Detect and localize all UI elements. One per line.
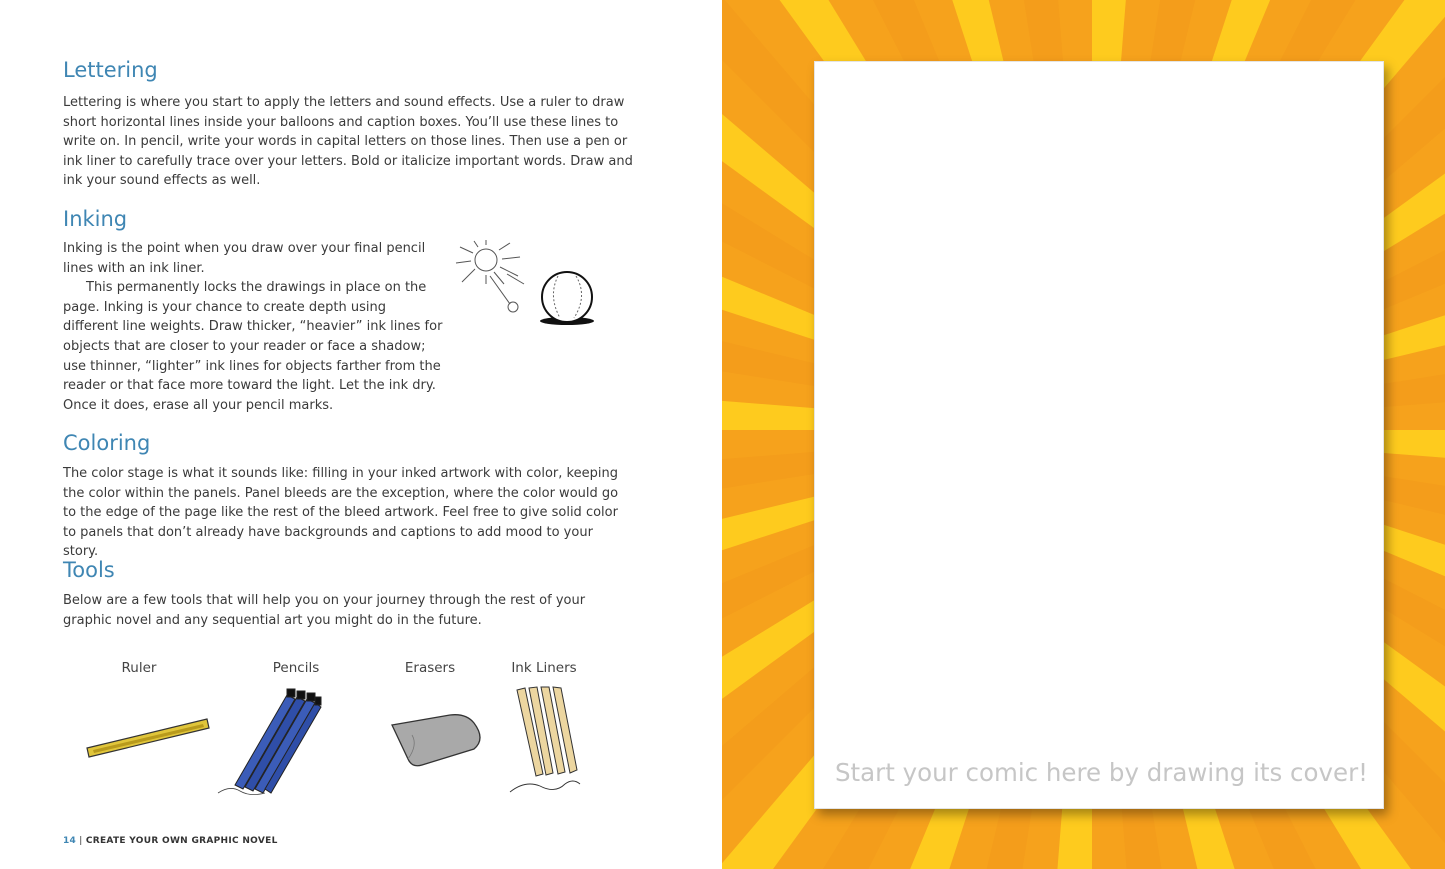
heading-coloring: Coloring: [63, 431, 151, 455]
heading-lettering: Lettering: [63, 58, 158, 82]
tool-label-ruler: Ruler: [121, 660, 157, 676]
ruler-icon: [85, 715, 210, 760]
sun-icon: [456, 240, 524, 312]
ink-liners-icon: [505, 684, 600, 799]
sun-and-ball-illustration: [452, 238, 602, 333]
lettering-text: Lettering is where you start to apply the letters and sound effects. Use a ruler to draw short horizontal lines inside your balloons and caption boxes. You’ll use these lines to write on. In pencil, write your words in capital letters on those lines. Then use a pen or ink liner to carefully trace over your letters. Bold or italicize important words. Draw and ink your sound effects as well.: [63, 95, 633, 189]
cover-caption: Start your comic here by drawing its cover!: [835, 758, 1368, 787]
pencils-icon: [215, 685, 325, 800]
coloring-text: The color stage is what it sounds like: filling in your inked artwork with color, keeping the color within the panels. Panel bleeds are the exception, where the color would go to the edge of the page like the rest of the bleed artwork. Feel free to give solid color to panels that don’t already have backgrounds and captions to add mood to your story.: [63, 466, 619, 560]
inking-text-paragraph-1: Inking is the point when you draw over your final pencil lines with an ink liner.: [63, 241, 426, 276]
inking-text: [63, 239, 445, 415]
inking-text-paragraph-2: This permanently locks the drawings in place on the page. Inking is your chance to create depth using different line weights. Draw thicker, “heavier” ink lines for objects that are closer to your reader or face a shadow; use thinner, “lighter” ink lines for objects farther from the reader or that face more toward the light. Let the ink dry. Once it does, erase all your pencil marks.: [63, 280, 443, 413]
baseball-icon: [540, 272, 594, 325]
eraser-icon: [388, 705, 488, 773]
heading-tools: Tools: [63, 558, 115, 582]
cover-drawing-area[interactable]: [814, 61, 1384, 809]
tool-label-ink-liners: Ink Liners: [511, 660, 577, 676]
tool-label-pencils: Pencils: [272, 660, 320, 676]
page-footer: [63, 836, 278, 846]
footer-separator: |: [79, 836, 83, 846]
tool-label-erasers: Erasers: [404, 660, 456, 676]
right-page: [722, 0, 1445, 869]
page-number: 14: [63, 836, 77, 846]
tools-text: Below are a few tools that will help you on your journey through the rest of your graphic novel and any sequential art you might do in the future.: [63, 593, 586, 628]
book-title: CREATE YOUR OWN GRAPHIC NOVEL: [85, 836, 278, 846]
heading-inking: Inking: [63, 207, 128, 231]
left-page: [0, 0, 722, 869]
